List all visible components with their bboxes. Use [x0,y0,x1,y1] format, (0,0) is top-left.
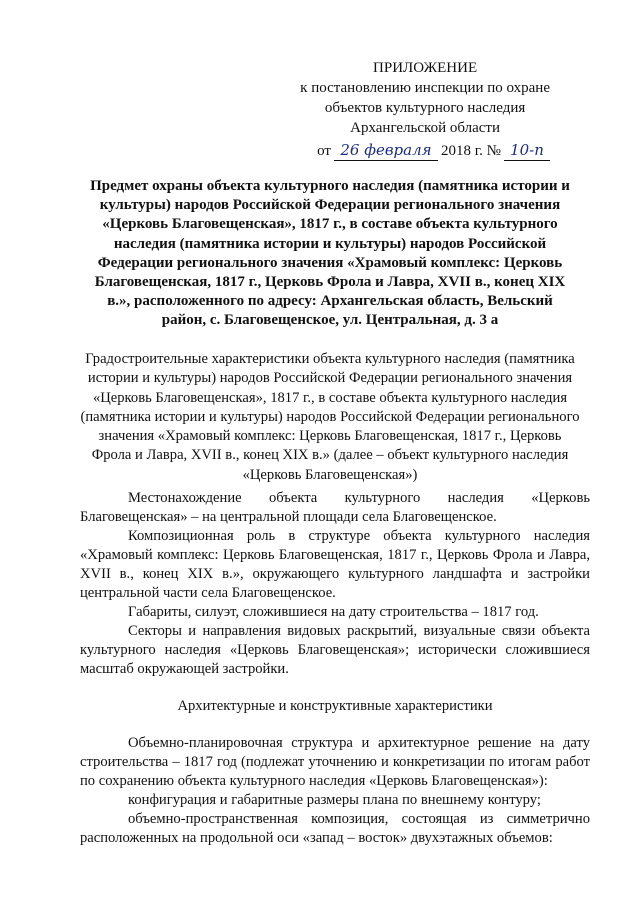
from-label: от [317,143,331,159]
appendix-block [300,58,550,161]
appendix-line: к постановлению инспекции по охране [300,80,550,96]
handwritten-date: 26 февраля [334,140,438,161]
appendix-line: Архангельской области [350,120,501,136]
paragraph: Композиционная роль в структуре объекта культурного наследия «Храмовый комплекс: Церковь Благовещенская, 1817 г., Церковь Фрола и Лавра, XVII в., конец XIX в.», окружающего культурного ландшафта и застройки центральной части села Благовещенское. [80,528,590,601]
paragraph: Объемно-планировочная структура и архитектурное решение на дату строительства – 1817 год (подлежат уточнению и конкретизации по итогам работ по сохранению объекта культурного наследия «Церковь Благовещенская»): [80,735,590,789]
document-title: Предмет охраны объекта культурного наследия (памятника истории и культуры) народов Российской Федерации регионального значения «Церковь Благовещенская», 1817 г., в составе объекта культурного наследия (памятника истории и культуры) народов Российской Федерации регионального значения «Храмовый комплекс: Церковь Благовещенская, 1817 г., Церковь Фрола и Лавра, XVII в., конец XIX в.», расположенного по адресу: Архангельская область, Вельский район, с. Благовещенское, ул. Центральная, д. 3 а [90,178,570,329]
handwritten-number: 10-п [504,140,550,161]
paragraph: Секторы и направления видовых раскрытий, визуальные связи объекта культурного наследия «Церковь Благовещенская»; исторически сложившиеся масштаб окружающей застройки. [80,623,590,677]
appendix-heading: ПРИЛОЖЕНИЕ [373,60,478,76]
year-label: 2018 г. № [440,143,501,159]
section-heading-architecture: Архитектурные и конструктивные характеристики [177,698,493,714]
paragraph: Местонахождение объекта культурного наследия «Церковь Благовещенская» – на центральной площади села Благовещенское. [80,490,590,525]
date-number-line [300,140,550,161]
paragraph: Габариты, силуэт, сложившиеся на дату строительства – 1817 год. [128,604,539,620]
appendix-line: объектов культурного наследия [324,100,526,116]
section-heading-urban: Градостроительные характеристики объекта культурного наследия (памятника истории и культуры) народов Российской Федерации регионального значения «Церковь Благовещенская», 1817 г., в составе объекта культурного наследия (памятника истории и культуры) народов Российской Федерации регионального значения «Храмовый комплекс: Церковь Благовещенская, 1817 г., Церковь Фрола и Лавра, XVII в., конец XIX в.» (далее – объект культурного наследия «Церковь Благовещенская») [80,351,580,483]
paragraph: объемно-пространственная композиция, состоящая из симметрично расположенных на продольной оси «запад – восток» двухэтажных объемов: [80,811,590,846]
document-body [80,489,590,848]
paragraph: конфигурация и габаритные размеры плана по внешнему контуру; [128,792,541,808]
